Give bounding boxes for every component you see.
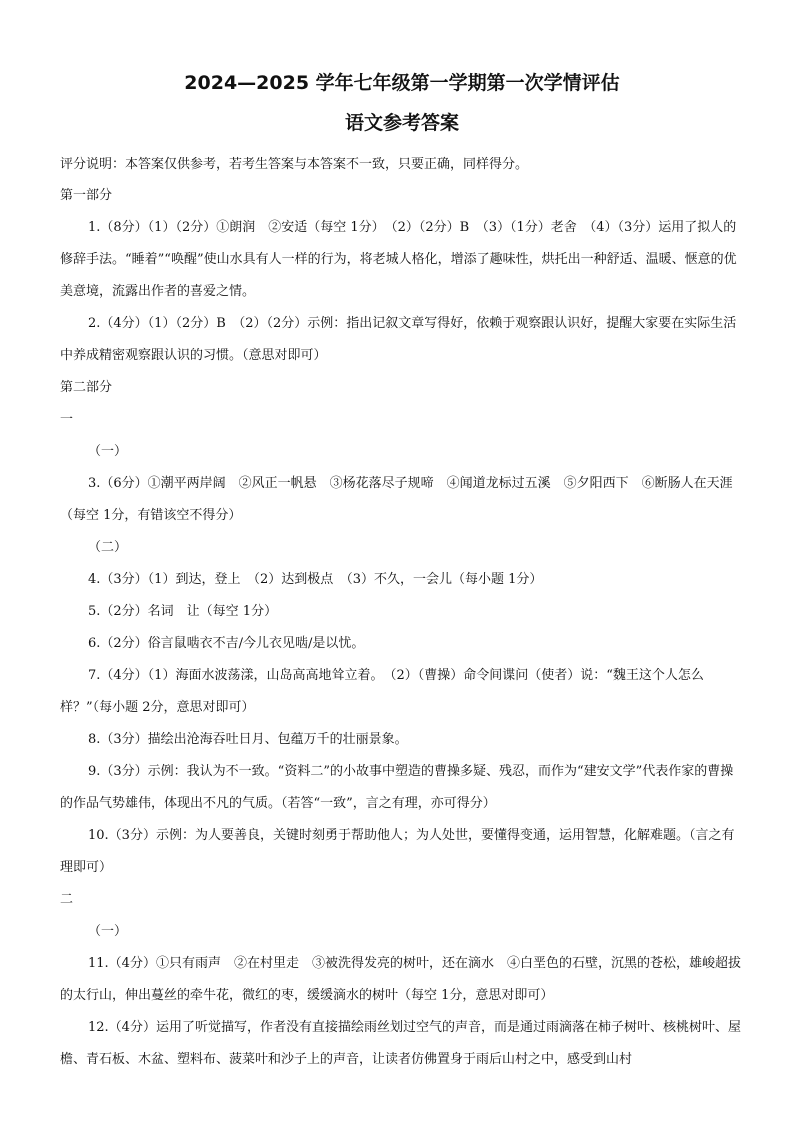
answer-q10: 10.（3分）示例：为人要善良，关键时刻勇于帮助他人；为人处世，要懂得变通，运用智慧，化解难题。（言之有理即可） [60,828,735,875]
part-one-heading: 第一部分 [60,188,113,203]
subsection-3-heading: （一） [88,924,128,939]
section-two-heading: 二 [60,892,74,907]
exam-title: 2024—2025 学年七年级第一学期第一次学情评估 [184,72,620,94]
answer-q4: 4.（3分）（1）到达，登上 （2）达到极点 （3）不久，一会儿（每小题 1分） [88,572,543,587]
section-one-heading: 一 [60,412,74,427]
answer-q5: 5.（2分）名词 让（每空 1分） [88,604,278,619]
exam-subtitle: 语文参考答案 [344,112,459,134]
scoring-note: 评分说明：本答案仅供参考，若考生答案与本答案不一致，只要正确，同样得分。 [60,157,529,172]
answer-q12: 12.（4分）运用了听觉描写，作者没有直接描绘雨丝划过空气的声音，而是通过雨滴落在柿子树叶、核桃树叶、屋檐、青石板、木盆、塑料布、菠菜叶和沙子上的声音，让读者仿佛置身于雨后山村之中，感受到山村 [60,1020,741,1067]
answer-q6: 6.（2分）俗言鼠啮衣不吉/今儿衣见啮/是以忧。 [88,636,365,651]
answer-q8: 8.（3分）描绘出沧海吞吐日月、包蕴万千的壮丽景象。 [88,732,408,747]
answer-q3: 3.（6分）①潮平两岸阔 ②风正一帆悬 ③杨花落尽子规啼 ④闻道龙标过五溪 ⑤夕阳西下 ⑥断肠人在天涯（每空 1分，有错该空不得分） [60,476,733,523]
answer-q11: 11.（4分）①只有雨声 ②在村里走 ③被洗得发亮的树叶，还在滴水 ④白垩色的石壁，沉黑的苍松，雄峻超拔的太行山，伸出蔓丝的牵牛花，微红的枣，缓缓滴水的树叶（每空 1分，意思对即可） [60,956,741,1003]
answer-q2: 2.（4分）（1）（2分）B （2）（2分）示例：指出记叙文章写得好，依赖于观察跟认识好，提醒大家要在实际生活中养成精密观察跟认识的习惯。（意思对即可） [60,316,737,363]
subsection-1-heading: （一） [88,444,128,459]
answer-q1: 1.（8分）（1）（2分）①朗润 ②安适（每空 1分） （2）（2分）B （3）（1分）老舍 （4）（3分）运用了拟人的修辞手法。“睡着”“唤醒”使山水具有人一样的行为，将老城人格化，增添了趣味性，烘托出一种舒适、温暖、惬意的优美意境，流露出作者的喜爱之情。 [60,220,737,299]
answer-q9: 9.（3分）示例：我认为不一致。“资料二”的小故事中塑造的曹操多疑、残忍，而作为“建安文学”代表作家的曹操的作品气势雄伟，体现出不凡的气质。（若答“一致”，言之有理，亦可得分） [60,764,734,811]
answer-q7: 7.（4分）（1）海面水波荡漾，山岛高高地耸立着。 （2）（曹操）命令间谍问（使者）说：“魏王这个人怎么样？”（每小题 2分，意思对即可） [60,668,704,715]
subsection-2-heading: （二） [88,540,128,555]
part-two-heading: 第二部分 [60,380,113,395]
